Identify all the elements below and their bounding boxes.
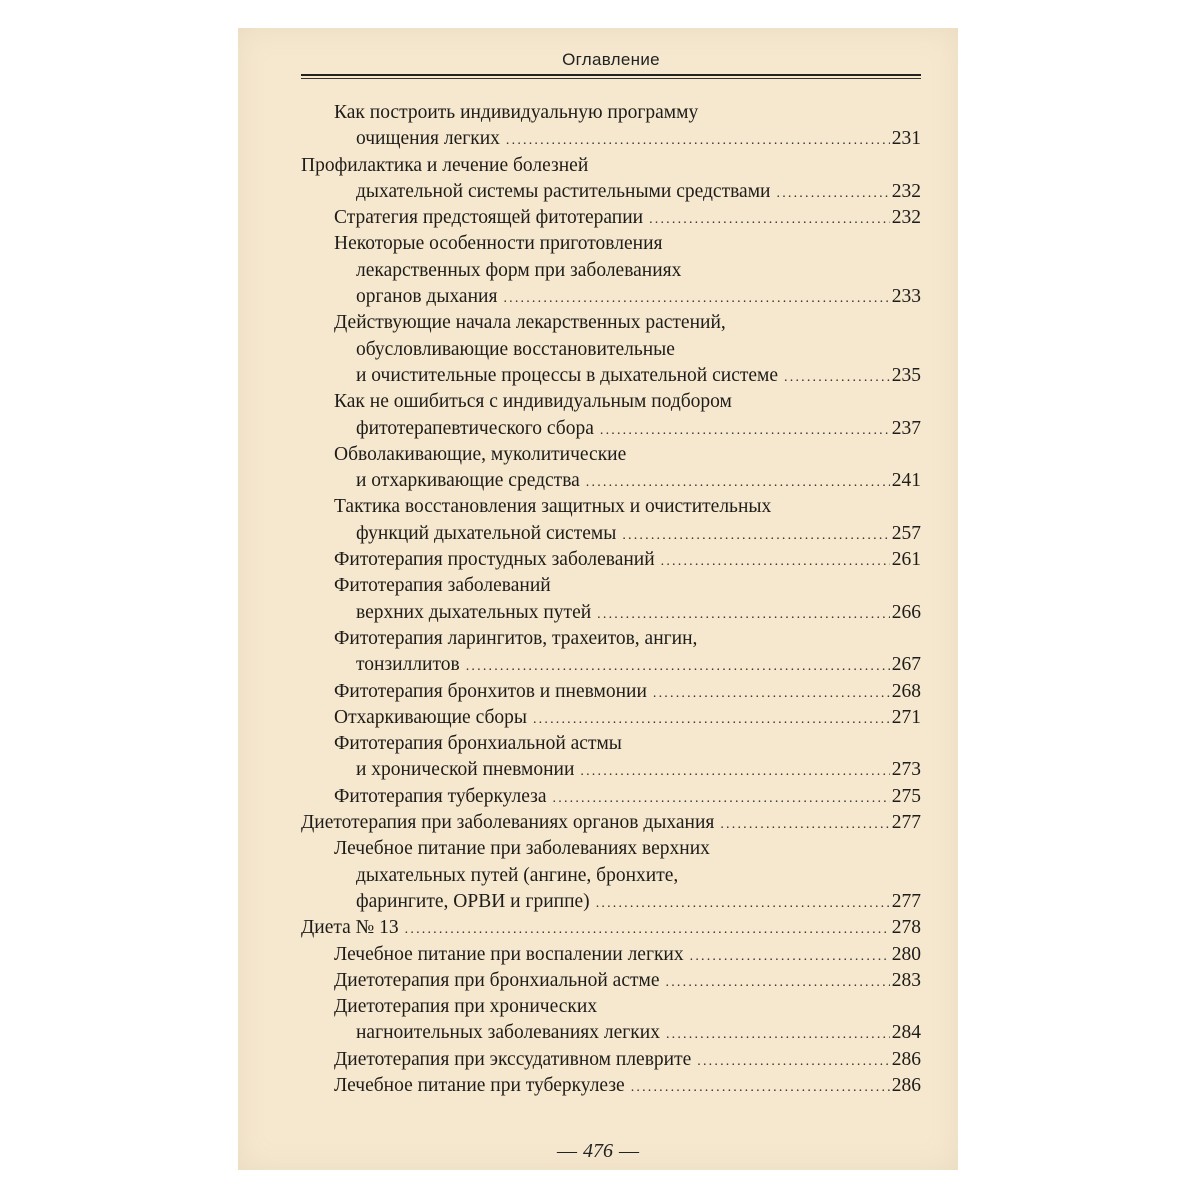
toc-entry <box>301 126 921 152</box>
toc-entry-title: Отхаркивающие сборы <box>334 706 527 728</box>
toc-entry-title: Лечебное питание при воспалении легких <box>334 943 684 965</box>
toc-entry-title: и очистительные процессы в дыхательной системе <box>356 364 779 386</box>
toc-entry-page: 271 <box>891 706 921 728</box>
toc-entry-title: Как не ошибиться с индивидуальным подбором <box>334 391 732 413</box>
toc-entry-title: Некоторые особенности приготовления <box>334 233 663 255</box>
toc-entry <box>301 652 921 678</box>
dot-leader <box>661 549 890 575</box>
folio-dash-left: — <box>557 1140 577 1162</box>
toc-entry-page: 261 <box>891 549 921 571</box>
toc-entry <box>301 942 921 968</box>
toc-entry-title: обусловливающие восстановительные <box>356 338 675 360</box>
toc-entry-title: дыхательных путей (ангине, бронхите, <box>356 864 679 886</box>
toc-entry <box>301 231 921 257</box>
toc-entry-title: и отхаркивающие средства <box>356 470 580 492</box>
toc-entry-title: Фитотерапия бронхиальной астмы <box>334 733 622 755</box>
header-rule-thick <box>301 74 921 76</box>
toc-entry <box>301 547 921 573</box>
toc-entry <box>301 889 921 915</box>
page-number <box>238 1140 958 1163</box>
toc-entry-page: 283 <box>891 969 921 991</box>
toc-entry-title: Тактика восстановления защитных и очистительных <box>334 496 772 518</box>
toc-entry-page: 275 <box>891 785 921 807</box>
toc-entry <box>301 731 921 757</box>
dot-leader <box>690 944 890 970</box>
dot-leader <box>503 286 889 312</box>
dot-leader <box>622 523 889 549</box>
toc-entry-page: 286 <box>891 1074 921 1096</box>
toc-entry-title: Фитотерапия туберкулеза <box>334 785 547 807</box>
running-head: Оглавление <box>562 50 660 69</box>
toc-entry-page: 286 <box>891 1048 921 1070</box>
toc-entry-page: 273 <box>891 759 921 781</box>
dot-leader <box>600 418 890 444</box>
toc-entry <box>301 179 921 205</box>
toc-entry <box>301 836 921 862</box>
dot-leader <box>466 654 890 680</box>
dot-leader <box>653 681 890 707</box>
header-rule-thin <box>301 78 921 79</box>
toc-entry <box>301 915 921 941</box>
dot-leader <box>697 1049 889 1075</box>
toc-entry-title: лекарственных форм при заболеваниях <box>356 259 682 281</box>
dot-leader <box>720 812 889 838</box>
toc-entry <box>301 416 921 442</box>
toc-entry <box>301 679 921 705</box>
toc-entry <box>301 1047 921 1073</box>
toc-entry-title: Лечебное питание при заболеваниях верхних <box>334 838 710 860</box>
toc-entry <box>301 205 921 231</box>
toc-entry <box>301 757 921 783</box>
toc-entry <box>301 468 921 494</box>
dot-leader <box>784 365 890 391</box>
toc-entry-page: 268 <box>891 680 921 702</box>
dot-leader <box>586 470 890 496</box>
toc-entry-page: 231 <box>891 128 921 150</box>
toc-entry-title: фарингите, ОРВИ и гриппе) <box>356 890 590 912</box>
toc-entry <box>301 810 921 836</box>
toc-entry-title: тонзиллитов <box>356 654 460 676</box>
toc-entry-page: 235 <box>891 364 921 386</box>
dot-leader <box>596 891 890 917</box>
toc-entry <box>301 389 921 415</box>
toc-entry <box>301 153 921 179</box>
toc-entry <box>301 1020 921 1046</box>
toc-entry-title: Действующие начала лекарственных растений, <box>334 312 726 334</box>
toc-entry-title: Фитотерапия бронхитов и пневмонии <box>334 680 647 702</box>
toc-entry-title: дыхательной системы растительными средствами <box>356 180 771 202</box>
toc-entry <box>301 573 921 599</box>
toc-entry-page: 284 <box>891 1022 921 1044</box>
dot-leader <box>533 707 890 733</box>
toc-entry-page: 241 <box>891 470 921 492</box>
toc-entry-title: нагноительных заболеваниях легких <box>356 1022 660 1044</box>
toc-entry <box>301 968 921 994</box>
toc-entry-title: Фитотерапия простудных заболеваний <box>334 549 655 571</box>
toc-entry-title: органов дыхания <box>356 286 498 308</box>
dot-leader <box>666 970 890 996</box>
toc-entry-title: верхних дыхательных путей <box>356 601 592 623</box>
toc-entry <box>301 100 921 126</box>
toc-entry-page: 277 <box>891 890 921 912</box>
toc-entry-page: 280 <box>891 943 921 965</box>
toc-entry-title: Диетотерапия при хронических <box>334 996 598 1018</box>
toc-entry-title: Диета № 13 <box>301 917 399 939</box>
toc-entry-title: Фитотерапия заболеваний <box>334 575 551 597</box>
toc-entry-page: 266 <box>891 601 921 623</box>
toc-entry <box>301 363 921 389</box>
table-of-contents <box>301 100 921 1099</box>
toc-entry-title: Диетотерапия при бронхиальной астме <box>334 969 660 991</box>
toc-entry-title: фитотерапевтического сбора <box>356 417 594 439</box>
toc-entry-title: Профилактика и лечение болезней <box>301 154 589 176</box>
toc-entry-title: Диетотерапия при заболеваниях органов дыхания <box>301 812 715 834</box>
toc-entry-page: 267 <box>891 654 921 676</box>
toc-entry-page: 278 <box>891 917 921 939</box>
toc-entry <box>301 705 921 731</box>
folio-dash-right: — <box>619 1140 639 1162</box>
dot-leader <box>649 207 890 233</box>
dot-leader <box>580 759 889 785</box>
dot-leader <box>597 602 890 628</box>
toc-entry <box>301 284 921 310</box>
dot-leader <box>777 181 890 207</box>
toc-entry-page: 277 <box>891 812 921 834</box>
toc-entry-title: Стратегия предстоящей фитотерапии <box>334 207 644 229</box>
toc-entry-title: функций дыхательной системы <box>356 522 617 544</box>
toc-entry <box>301 863 921 889</box>
toc-entry <box>301 626 921 652</box>
toc-entry <box>301 258 921 284</box>
dot-leader <box>405 917 890 943</box>
toc-entry-title: Лечебное питание при туберкулезе <box>334 1074 625 1096</box>
book-page <box>238 28 958 1170</box>
dot-leader <box>666 1022 890 1048</box>
dot-leader <box>506 128 890 154</box>
toc-entry-page: 257 <box>891 522 921 544</box>
toc-entry <box>301 521 921 547</box>
toc-entry-page: 237 <box>891 417 921 439</box>
dot-leader <box>631 1075 890 1101</box>
toc-entry-title: Обволакивающие, муколитические <box>334 443 627 465</box>
toc-entry-page: 232 <box>891 207 921 229</box>
toc-entry <box>301 994 921 1020</box>
toc-entry <box>301 442 921 468</box>
toc-entry-title: Диетотерапия при экссудативном плеврите <box>334 1048 692 1070</box>
toc-entry-page: 233 <box>891 286 921 308</box>
toc-entry <box>301 494 921 520</box>
toc-entry <box>301 784 921 810</box>
toc-entry-title: Как построить индивидуальную программу <box>334 102 699 123</box>
toc-entry <box>301 337 921 363</box>
toc-entry <box>301 310 921 336</box>
dot-leader <box>553 786 890 812</box>
toc-entry <box>301 1073 921 1099</box>
toc-entry <box>301 600 921 626</box>
folio-number: 476 <box>583 1140 613 1162</box>
toc-entry-page: 232 <box>891 180 921 202</box>
toc-entry-title: очищения легких <box>356 128 500 150</box>
toc-entry-title: и хронической пневмонии <box>356 759 575 781</box>
toc-entry-title: Фитотерапия ларингитов, трахеитов, ангин, <box>334 627 698 649</box>
